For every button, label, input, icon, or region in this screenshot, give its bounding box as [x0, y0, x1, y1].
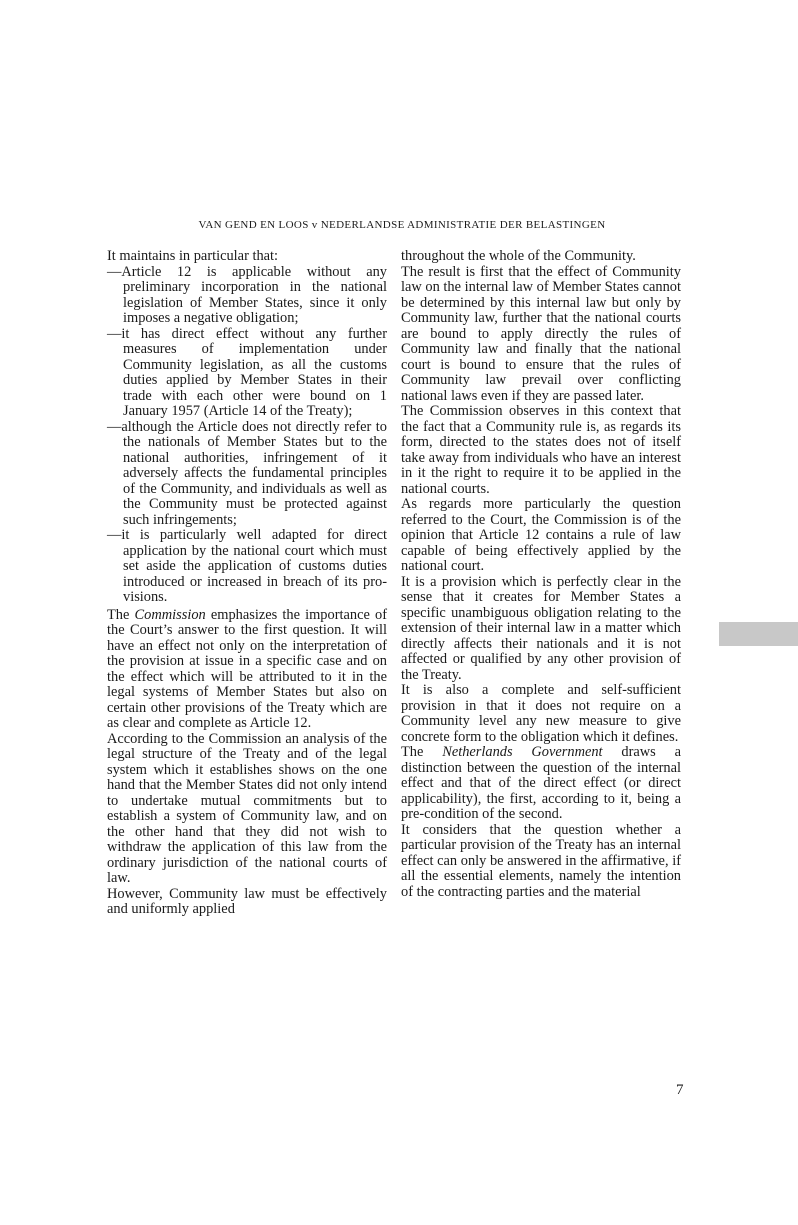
netherlands-emphasis: Netherlands Government: [442, 744, 603, 760]
commission-emphasis: Commission: [134, 606, 206, 623]
provision-paragraph: It is a provision which is perfectly clear in the sense that it creates for Member States a specific unambiguous obligation relating to the extension of their internal law in a matter which directly affects their nationals and it is not affected or qualified by any other provision of the Treaty.: [401, 573, 681, 683]
dash-item-article-12-applicable: —Article 12 is applicable without any preliminary incorporation in the national legislation of Member States, since it only imposes a negative obligation;: [107, 263, 387, 326]
left-column: [107, 249, 387, 918]
page-number: 7: [676, 1082, 684, 1098]
complete-paragraph: It is also a complete and self-sufficient provision in that it does not require on a Community level any new measure to give concrete form to the obligation which it defines.: [401, 682, 681, 745]
analysis-paragraph: According to the Commission an analysis of the legal structure of the Treaty and of the legal system which it establishes shows on the one hand that the Member States did not only intend to undertake mutual commitments but to establish a system of Community law, and on the other hand that they did not wish to withdraw the application of this law from the ordinary jurisdiction of the national courts of law.: [107, 730, 387, 886]
observes-paragraph: The Commission observes in this context that the fact that a Community rule is, as regards its form, directed to the states does not of itself take away from individuals who have an interest in it the right to require it to be applied in the national courts.: [401, 403, 681, 497]
intro-paragraph: It maintains in particular that:: [107, 248, 279, 264]
running-head: VAN GEND EN LOOS v NEDERLANDSE ADMINISTRATIE DER BELASTINGEN: [198, 219, 606, 231]
throughout-paragraph: throughout the whole of the Community.: [401, 248, 636, 264]
result-paragraph: The result is first that the effect of Community law on the internal law of Member States cannot be determined by this internal law but only by Community law, further that the national courts are bound to apply directly the rules of Community law and finally that the national court is bound to ensure that the rules of Community law prevail over conflicting national laws even if they are passed later.: [401, 263, 681, 404]
however-paragraph: However, Community law must be effectively and uniformly applied: [107, 885, 387, 917]
side-thumb-tab: [719, 622, 798, 646]
dash-item-direct-effect: —it has direct effect without any further measures of implementation under Community legislation, as all the customs duties applied by Member States in their trade with each other were bound on 1 January 1957 (Article 14 of the Treaty);: [107, 325, 387, 419]
dash-item-direct-application: —it is particularly well adapted for direct application by the national court which must set aside the application of customs duties introduced or increased in breach of its provisions.: [107, 527, 387, 605]
right-column: [401, 249, 681, 900]
considers-paragraph: It considers that the question whether a particular provision of the Treaty has an internal effect can only be answered in the affirmative, if all the essential elements, namely the intention of the contracting parties and the material: [401, 821, 681, 900]
netherlands-paragraph: The Netherlands Government draws a distinction between the question of the internal effect and that of the direct effect (or direct applicability), the first, according to it, being a pre-condition of the second.: [401, 744, 681, 822]
regards-paragraph: As regards more particularly the question referred to the Court, the Commission is of the opinion that Article 12 contains a rule of law capable of being effectively applied by the national court.: [401, 496, 681, 574]
dash-item-nationals: —although the Article does not directly refer to the nationals of Member States but to the national authorities, infringement of it adversely affects the fundamental principles of the Community, and individuals as well as the Community must be protected against such infringements;: [107, 418, 387, 528]
commission-paragraph: The Commission emphasizes the importance of the Court’s answer to the first question. It will have an effect not only on the interpretation of the provision at issue in a specific case and on the effect which will be attributed to it in the legal systems of Member States but also on certain other provisions of the Treaty which are as clear and complete as Article 12.: [107, 606, 387, 731]
